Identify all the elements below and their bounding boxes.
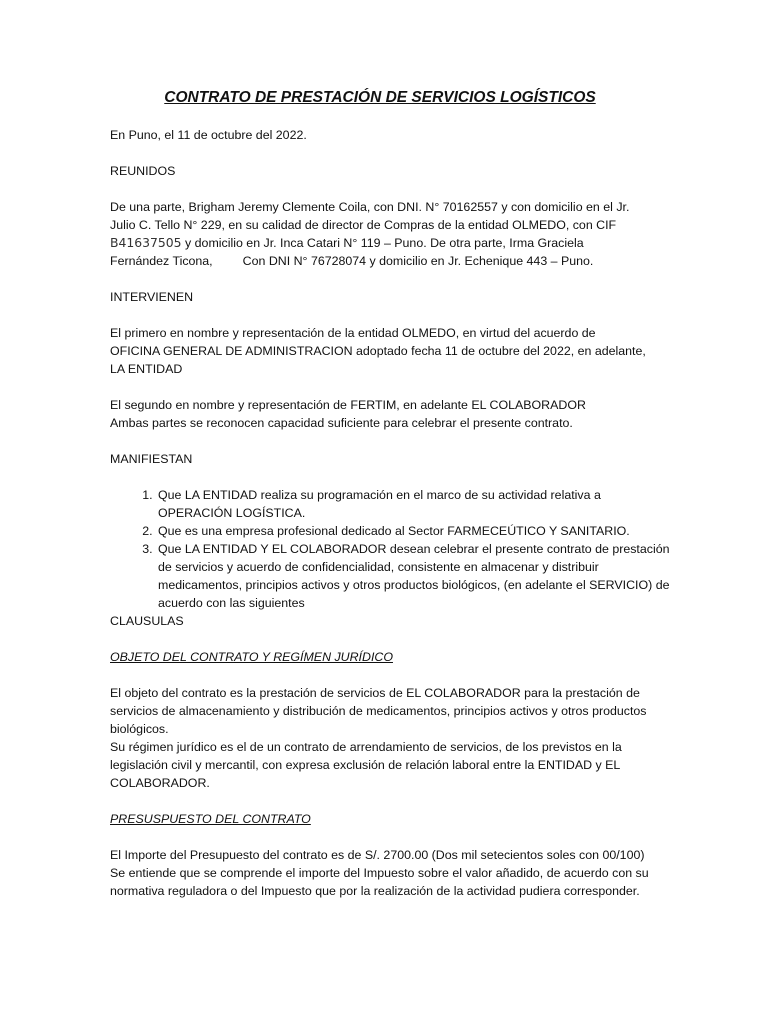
clausulas-heading: CLAUSULAS: [110, 614, 184, 628]
second-party-name: Fernández Ticona,: [110, 254, 213, 268]
manifiestan-heading: MANIFIESTAN: [110, 452, 193, 466]
parties-paragraph: [110, 198, 670, 270]
parties-line: Julio C. Tello N° 229, en su calidad de director de Compras de la entidad OLMEDO, con CIF: [110, 218, 617, 232]
list-item: 1. Que LA ENTIDAD realiza su programación en el marco de su actividad relativa a OPERACIÓN LOGÍSTICA.: [156, 486, 670, 522]
parties-line: De una parte, Brigham Jeremy Clemente Coila, con DNI. N° 70162557 y con domicilio en el Jr.: [110, 200, 630, 214]
paragraph-line: El primero en nombre y representación de la entidad OLMEDO, en virtud del acuerdo de: [110, 326, 596, 340]
reunidos-heading: REUNIDOS: [110, 164, 176, 178]
paragraph-line: Ambas partes se reconocen capacidad suficiente para celebrar el presente contrato.: [110, 416, 573, 430]
parties-line: [110, 252, 670, 270]
paragraph-line: El segundo en nombre y representación de FERTIM, en adelante EL COLABORADOR: [110, 398, 586, 412]
objeto-heading: OBJETO DEL CONTRATO Y REGÍMEN JURÍDICO: [110, 650, 393, 664]
manifiestan-list: [110, 486, 670, 612]
list-item: 3. Que LA ENTIDAD Y EL COLABORADOR desean celebrar el presente contrato de prestación de servicios y acuerdo de confidencialidad, consistente en almacenar y distribuir medicamentos, principios activos y otros productos biológicos, (en adelante el SERVICIO) de acuerdo con las siguientes: [156, 540, 670, 612]
objeto-paragraph-1: El objeto del contrato es la prestación de servicios de EL COLABORADOR para la prestación de servicios de almacenamiento y distribución de medicamentos, principios activos y otros productos biológicos.: [110, 686, 647, 736]
paragraph-line: LA ENTIDAD: [110, 362, 183, 376]
parties-line-rest: y domicilio en Jr. Inca Catari N° 119 – Puno. De otra parte, Irma Graciela: [181, 236, 584, 250]
presupuesto-paragraph-2: Se entiende que se comprende el importe del Impuesto sobre el valor añadido, de acuerdo con su normativa reguladora o del Impuesto que por la realización de la actividad pudiera corresponder.: [110, 866, 649, 898]
intervienen-paragraph-2: [110, 396, 670, 432]
place-date: En Puno, el 11 de octubre del 2022.: [110, 128, 307, 142]
contract-page: [110, 88, 670, 900]
paragraph-line: OFICINA GENERAL DE ADMINISTRACION adoptado fecha 11 de octubre del 2022, en adelante,: [110, 344, 646, 358]
cif-number: B41637505: [110, 235, 182, 250]
intervienen-paragraph-1: [110, 324, 670, 378]
presupuesto-paragraph-1: El Importe del Presupuesto del contrato es de S/. 2700.00 (Dos mil setecientos soles con 00/100): [110, 848, 645, 862]
presupuesto-heading: PRESUSPUESTO DEL CONTRATO: [110, 812, 311, 826]
list-item: 2. Que es una empresa profesional dedicado al Sector FARMECEÚTICO Y SANITARIO.: [156, 522, 670, 540]
intervienen-heading: INTERVIENEN: [110, 290, 194, 304]
objeto-paragraph-2: Su régimen jurídico es el de un contrato de arrendamiento de servicios, de los previstos en la legislación civil y mercantil, con expresa exclusión de relación laboral entre la ENTIDAD y EL COLABORADOR.: [110, 740, 622, 790]
parties-line: [110, 234, 670, 252]
document-title: CONTRATO DE PRESTACIÓN DE SERVICIOS LOGÍSTICOS: [164, 89, 596, 106]
second-party-details: Con DNI N° 76728074 y domicilio en Jr. Echenique 443 – Puno.: [242, 254, 594, 268]
